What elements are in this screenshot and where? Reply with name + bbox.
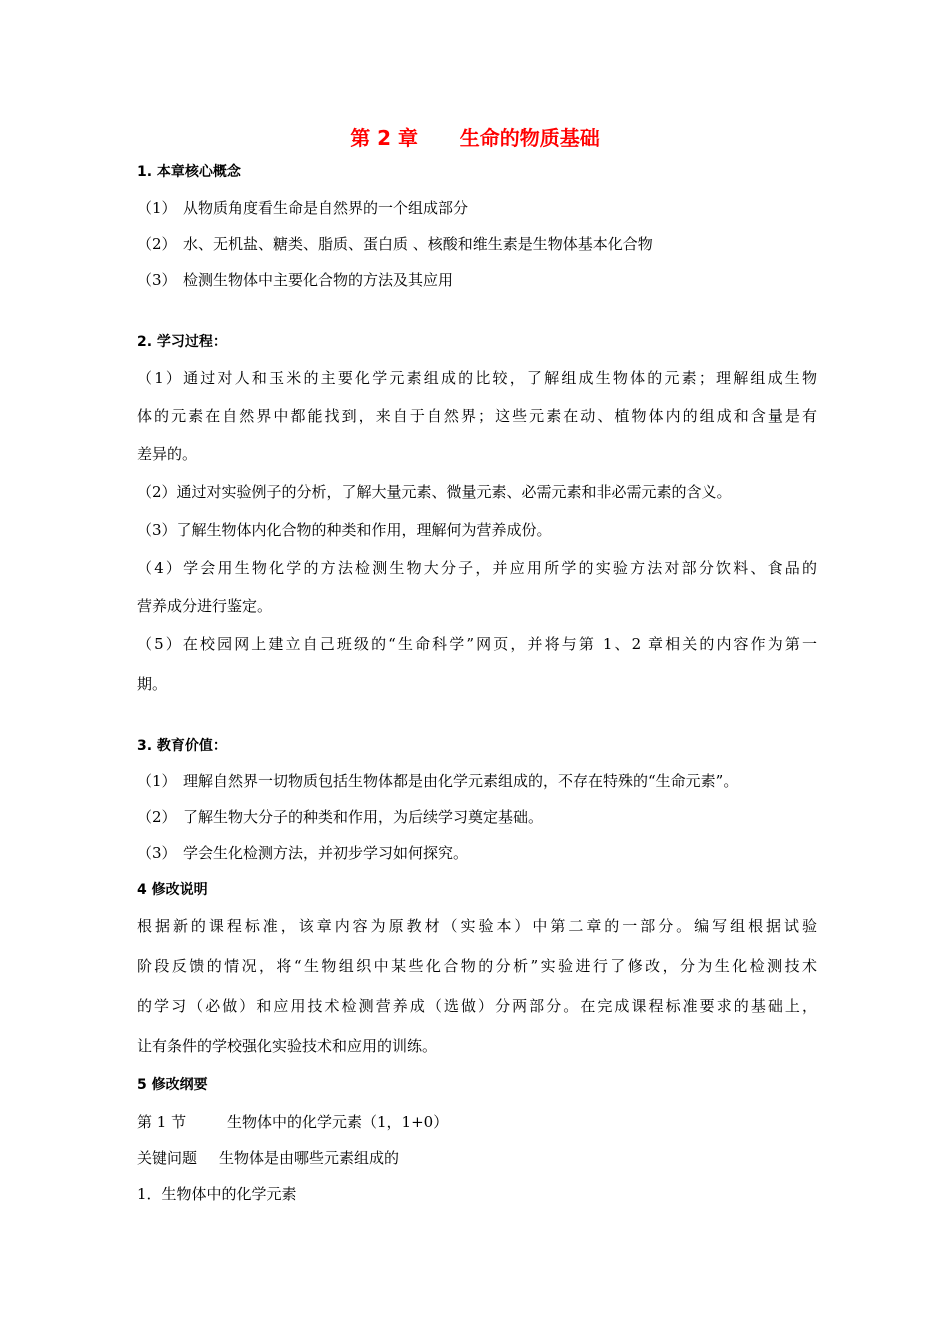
value-item bbox=[137, 841, 817, 865]
paragraph-line: （3）了解生物体内化合物的种类和作用，理解何为营养成份。 bbox=[137, 521, 552, 539]
paragraph-line: 让有条件的学校强化实验技术和应用的训练。 bbox=[137, 1037, 438, 1055]
paragraph-line: （2）通过对实验例子的分析，了解大量元素、微量元素、必需元素和非必需元素的含义。 bbox=[137, 483, 732, 501]
chapter-title: 第 2 章 生命的物质基础 bbox=[350, 126, 600, 150]
paragraph-line: （1）通过对人和玉米的主要化学元素组成的比较，了解组成生物体的元素；理解组成生物 bbox=[137, 369, 817, 387]
core-concept-item bbox=[137, 268, 817, 292]
paragraph-line: 根据新的课程标准，该章内容为原教材（实验本）中第二章的一部分。编写组根据试验 bbox=[137, 917, 817, 935]
paragraph-line: 差异的。 bbox=[137, 445, 198, 463]
section-1-heading: 1. 本章核心概念 bbox=[137, 164, 241, 180]
item-number: （3） bbox=[137, 271, 177, 289]
item-text: 学会生化检测方法，并初步学习如何探究。 bbox=[183, 844, 469, 862]
paragraph-line: （4）学会用生物化学的方法检测生物大分子，并应用所学的实验方法对部分饮料、食品的 bbox=[137, 559, 817, 577]
item-text: 理解自然界一切物质包括生物体都是由化学元素组成的，不存在特殊的“生命元素”。 bbox=[183, 772, 739, 790]
item-number: （1） bbox=[137, 199, 177, 217]
item-number: （2） bbox=[137, 808, 177, 826]
outline-section-title: 生物体中的化学元素（1，1+0） bbox=[227, 1113, 449, 1131]
item-text: 从物质角度看生命是自然界的一个组成部分 bbox=[183, 199, 469, 217]
item-number: （2） bbox=[137, 235, 177, 253]
paragraph-line: （5）在校园网上建立自己班级的“生命科学”网页，并将与第 1、2 章相关的内容作为第一 bbox=[137, 635, 817, 653]
item-text: 水、无机盐、糖类、脂质、蛋白质 、核酸和维生素是生物体基本化合物 bbox=[183, 235, 653, 253]
paragraph-line: 的学习（必做）和应用技术检测营养成（选做）分两部分。在完成课程标准要求的基础上， bbox=[137, 997, 817, 1015]
key-question-text: 生物体是由哪些元素组成的 bbox=[219, 1149, 400, 1167]
section-2-heading: 2. 学习过程： bbox=[137, 334, 227, 350]
section-5-heading: 5 修改纲要 bbox=[137, 1077, 208, 1093]
item-number: （3） bbox=[137, 844, 177, 862]
item-number: （1） bbox=[137, 772, 177, 790]
outline-section-number: 第 1 节 bbox=[137, 1113, 187, 1131]
key-question-label: 关键问题 bbox=[137, 1149, 198, 1167]
paragraph-line: 营养成分进行鉴定。 bbox=[137, 597, 273, 615]
paragraph-line: 阶段反馈的情况，将“生物组织中某些化合物的分析”实验进行了修改，分为生化检测技术 bbox=[137, 957, 817, 975]
core-concept-item bbox=[137, 196, 817, 220]
value-item bbox=[137, 805, 817, 829]
section-3-heading: 3. 教育价值： bbox=[137, 738, 227, 754]
item-text: 了解生物大分子的种类和作用，为后续学习奠定基础。 bbox=[183, 808, 544, 826]
outline-sub-item: 1．生物体中的化学元素 bbox=[137, 1185, 297, 1203]
paragraph-line: 期。 bbox=[137, 675, 168, 693]
section-4-heading: 4 修改说明 bbox=[137, 882, 208, 898]
core-concept-item bbox=[137, 232, 817, 256]
value-item bbox=[137, 769, 817, 793]
item-text: 检测生物体中主要化合物的方法及其应用 bbox=[183, 271, 454, 289]
paragraph-line: 体的元素在自然界中都能找到，来自于自然界；这些元素在动、植物体内的组成和含量是有 bbox=[137, 407, 817, 425]
key-question bbox=[137, 1146, 817, 1170]
outline-section bbox=[137, 1110, 817, 1134]
